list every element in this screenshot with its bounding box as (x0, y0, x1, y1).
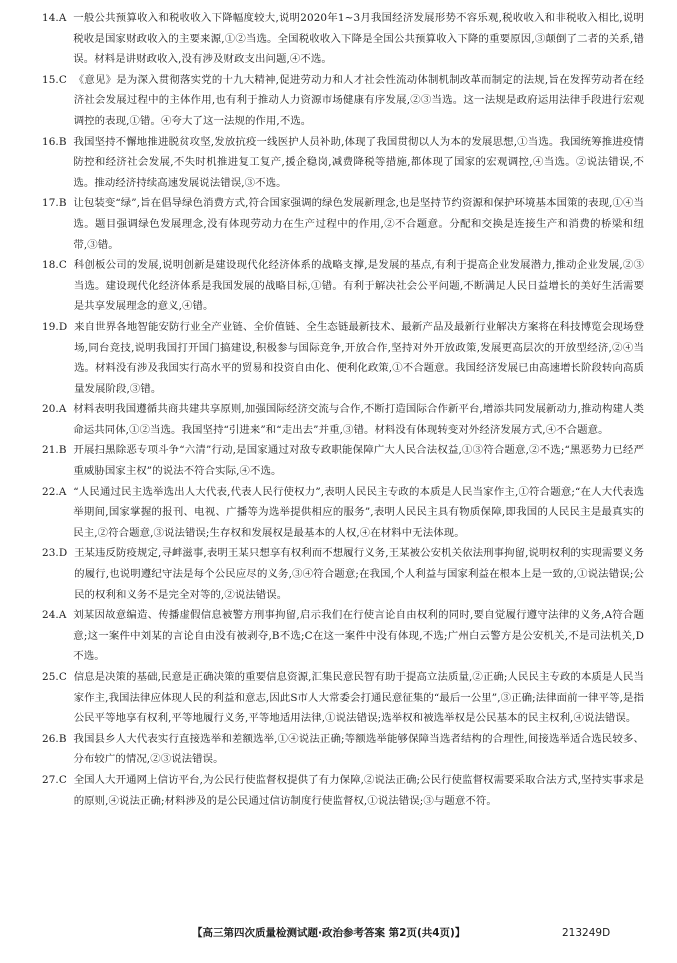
answer-number: 18.C (42, 259, 74, 272)
answer-explanation: 王某违反防疫规定,寻衅滋事,表明王某只想享有权利而不想履行义务,王某被公安机关依法刑事拘留,说明权利的实现需要义务的履行,也说明遵纪守法是每个公民应尽的义务,③④符合题意;在我国,个人利益与国家利益在根本上是一致的,①说法错误;公民的权利和义务不是完全对等的,②说法错误。 (74, 547, 644, 601)
answer-number: 14.A (42, 12, 74, 24)
answer-explanation: “人民通过民主选举选出人大代表,代表人民行使权力”,表明人民民主专政的本质是人民当家作主,①符合题意;“在人大代表选举期间,国家掌握的报刊、电视、广播等为选举提供相应的服务”,表明人民民主具有物质保障,即我国的人民民主是最真实的民主,②符合题意,③说法错误;生存权和发展权是最基本的人权,④在材料中无法体现。 (73, 485, 644, 539)
answer-item (42, 440, 644, 481)
answer-number: 25.C (42, 671, 74, 683)
answer-number: 15.C (42, 73, 74, 86)
answer-explanation: 全国人大开通网上信访平台,为公民行使监督权提供了有力保障,②说法正确;公民行使监督权需要采取合法方式,坚持实事求是的原则,④说法正确;材料涉及的是公民通过信访制度行使监督权,①说法错误;③与题意不符。 (73, 773, 644, 807)
answer-explanation: 让包装变“绿”,旨在倡导绿色消费方式,符合国家强调的绿色发展新理念,也是坚持节约资源和保护环境基本国策的表现,①④当选。题目强调绿色发展理念,没有体现劳动力在生产过程中的作用,②不合题意。分配和交换是连接生产和消费的桥梁和纽带,③错。 (73, 197, 644, 251)
answer-explanation: 开展扫黑除恶专项斗争“六清”行动,是国家通过对敌专政职能保障广大人民合法权益,①③符合题意,②不选;“黑恶势力已经严重威胁国家主权”的说法不符合实际,④不选。 (73, 444, 644, 478)
answer-explanation: 我国县乡人大代表实行直接选举和差额选举,①④说法正确;等额选举能够保障当选者结构的合理性,间接选举适合选民较多、分布较广的情况,②③说法错误。 (73, 732, 644, 766)
answer-number: 20.A (42, 403, 74, 416)
answer-number: 16.B (42, 135, 74, 148)
answer-number: 19.D (42, 320, 75, 333)
answer-item (42, 132, 644, 194)
answer-item (42, 255, 644, 317)
answer-item (42, 543, 644, 605)
answer-number: 26.B (42, 732, 74, 745)
answer-number: 22.A (42, 485, 74, 498)
answer-item (42, 770, 644, 811)
answer-item (42, 317, 644, 399)
answer-item (42, 399, 644, 440)
answer-number: 21.B (42, 444, 74, 457)
answer-item (42, 482, 644, 544)
answer-number: 23.D (42, 547, 75, 560)
answer-explanation: 信息是决策的基础,民意是正确决策的重要信息资源,汇集民意民智有助于提高立法质量,②正确;人民民主专政的本质是人民当家作主,我国法律应体现人民的利益和意志,因此S市人大常委会打通民意征集的“最后一公里”,③正确;法律面前一律平等,是指公民平等地享有权利,平等地履行义务,平等地适用法律,①说法错误;选举权和被选举权是公民基本的民主权利,④说法错误。 (73, 671, 644, 725)
answer-number: 27.C (42, 773, 74, 786)
page-footer (0, 923, 677, 943)
footer-title: 【高三第四次质量检测试题·政治参考答案 第2页(共4页)】 (192, 927, 466, 939)
answer-list (42, 8, 644, 811)
answer-item (42, 193, 644, 255)
answer-number: 17.B (42, 197, 74, 210)
answer-item (42, 605, 644, 667)
answer-number: 24.A (42, 609, 74, 622)
document-code: 213249D (562, 927, 611, 939)
answer-explanation: 材料表明我国遵循共商共建共享原则,加强国际经济交流与合作,不断打造国际合作新平台,增添共同发展新动力,推动构建人类命运共同体,①②当选。我国坚持“引进来”和“走出去”并重,③错。材料没有体现转变对外经济发展方式,④不合题意。 (73, 403, 644, 436)
answer-explanation: 来自世界各地智能安防行业全产业链、全价值链、全生态链最新技术、最新产品及最新行业解决方案将在科技博览会现场登场,同台竞技,说明我国打开国门搞建设,积极参与国际竞争,开放合作,坚持对外开放政策,发展更高层次的开放型经济,②④当选。材料没有涉及我国实行高水平的贸易和投资自由化、便利化政策,①不合题意。我国经济发展已由高速增长阶段转向高质量发展阶段,③错。 (74, 320, 644, 395)
answer-item (42, 729, 644, 770)
answer-explanation: 刘某因故意编造、传播虚假信息被警方刑事拘留,启示我们在行使言论自由权利的同时,要自觉履行遵守法律的义务,A符合题意;这一案件中刘某的言论自由没有被剥夺,B不选;C在这一案件中没有体现,不选;广州白云警方是公安机关,不是司法机关,D不选。 (73, 609, 644, 663)
answer-item (42, 667, 644, 729)
answer-explanation: 一般公共预算收入和税收收入下降幅度较大,说明2020年1~3月我国经济发展形势不容乐观,税收收入和非税收入相比,说明税收是国家财政收入的主要来源,①②当选。全国税收收入下降是全国公共预算收入下降的重要原因,③颠倒了二者的关系,错误。材料是讲财政收入,没有涉及财政支出问题,④不选。 (73, 12, 644, 66)
answer-explanation: 科创板公司的发展,说明创新是建设现代化经济体系的战略支撑,是发展的基点,有利于提高企业发展潜力,推动企业发展,②③当选。建设现代化经济体系是我国发展的战略目标,①错。有利于解决社会公平问题,不断满足人民日益增长的美好生活需要是共享发展理念的意义,④错。 (73, 259, 644, 313)
answer-explanation: 《意见》是为深入贯彻落实党的十九大精神,促进劳动力和人才社会性流动体制机制改革而制定的法规,旨在发挥劳动者在经济社会发展过程中的主体作用,也有利于推动人力资源市场健康有序发展,②③当选。这一法规是政府运用法律手段进行宏观调控的表现,①错。④夸大了这一法规的作用,不选。 (73, 73, 644, 127)
answer-explanation: 我国坚持不懈地推进脱贫攻坚,发放抗疫一线医护人员补助,体现了我国贯彻以人为本的发展思想,①当选。我国统筹推进疫情防控和经济社会发展,不失时机推进复工复产,援企稳岗,减费降税等措施,都体现了国家的宏观调控,④当选。②说法错误,不选。推动经济持续高速发展说法错误,③不选。 (73, 135, 644, 189)
answer-item (42, 8, 644, 70)
answer-item (42, 70, 644, 132)
